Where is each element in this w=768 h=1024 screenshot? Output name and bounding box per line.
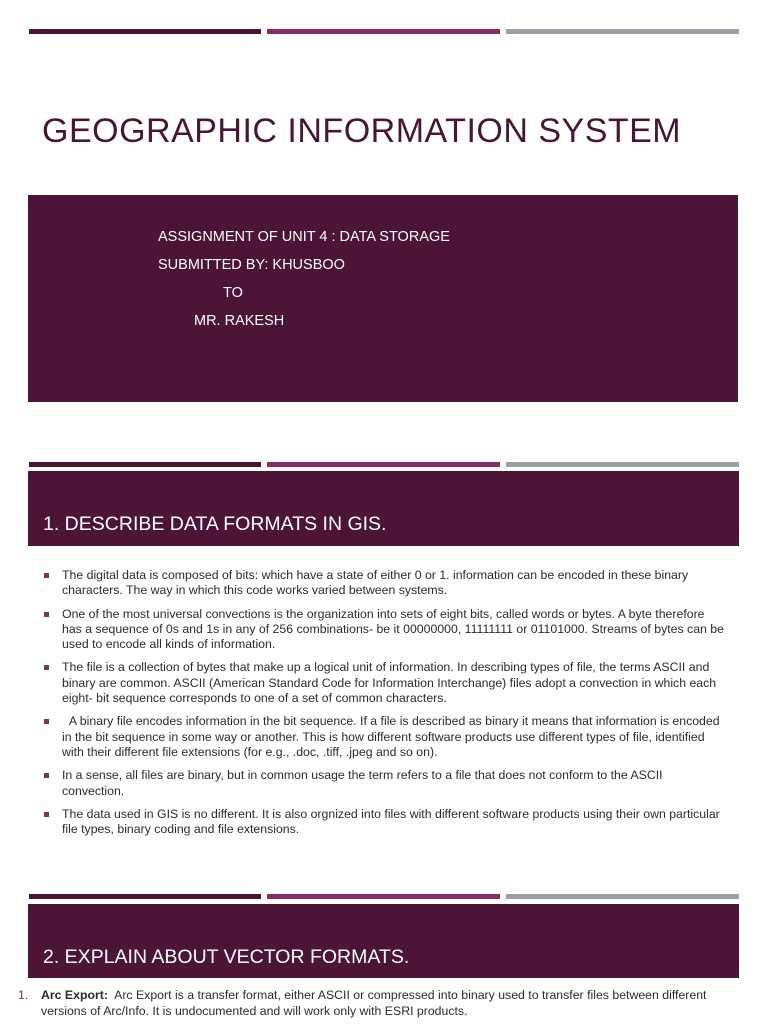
accent-bar-plum — [29, 29, 261, 34]
square-bullet-icon — [44, 773, 49, 778]
accent-bar-magenta — [267, 894, 500, 899]
square-bullet-icon — [44, 719, 49, 724]
list-item — [44, 660, 724, 706]
accent-bar-magenta — [267, 462, 500, 467]
list-item — [44, 807, 724, 838]
square-bullet-icon — [44, 573, 49, 578]
subtitle-line-recipient: MR. RAKESH — [194, 313, 285, 329]
accent-bar-magenta — [267, 29, 500, 34]
square-bullet-icon — [44, 665, 49, 670]
item-term: Arc Export: — [41, 988, 108, 1002]
bullet-text: The digital data is composed of bits: which have a state of either 0 or 1. information can be encoded in these binary characters. The way in which this code works varied between systems. — [62, 568, 689, 598]
item-text: Arc Export is a transfer format, either ASCII or compressed into binary used to transfer files between different versions of Arc/Info. It is undocumented and will work only with ESRI products. — [41, 988, 710, 1018]
slide-title: GEOGRAPHIC INFORMATION SYSTEM — [42, 112, 682, 150]
list-item — [44, 607, 724, 653]
accent-bar-gray — [506, 462, 739, 467]
bullet-text: The data used in GIS is no different. It is also orgnized into files with different software products using their own particular file types, binary coding and file extensions. — [62, 806, 720, 837]
bullet-text: The file is a collection of bytes that make up a logical unit of information. In describing types of file, the terms ASCII and binary are common. ASCII (American Standard Code for Information Interchange) files adopt a convection in which each eight- bit sequence corresponds to one of a set of common characters. — [62, 660, 717, 706]
accent-bar-plum — [29, 894, 261, 899]
accent-bar-gray — [506, 894, 739, 899]
bullet-text: A binary file encodes information in the bit sequence. If a file is described as binary it means that information is encoded in the bit sequence in some way or another. This is how different software products use different types of file, identified with their different file extensions (for e.g., .doc, .tiff, .jpeg and so on). — [62, 714, 723, 759]
square-bullet-icon — [44, 812, 49, 817]
accent-bars — [29, 894, 739, 899]
section-header — [28, 904, 739, 978]
numbered-list-item — [18, 988, 738, 1019]
accent-bars — [29, 29, 739, 34]
square-bullet-icon — [44, 612, 49, 617]
bullet-list — [44, 568, 724, 845]
section-title: 2. EXPLAIN ABOUT VECTOR FORMATS. — [43, 946, 410, 968]
bullet-text: In a sense, all files are binary, but in common usage the term refers to a file that does not conform to the ASCII convection. — [62, 768, 663, 798]
subtitle-panel — [28, 195, 738, 402]
list-item — [44, 714, 724, 760]
accent-bars — [29, 462, 739, 467]
list-item — [44, 768, 724, 799]
subtitle-line-to: TO — [223, 285, 243, 301]
subtitle-line-assignment: ASSIGNMENT OF UNIT 4 : DATA STORAGE — [158, 229, 450, 245]
accent-bar-plum — [29, 462, 261, 467]
section-header — [28, 471, 739, 546]
accent-bar-gray — [506, 29, 739, 34]
section-title: 1. DESCRIBE DATA FORMATS IN GIS. — [43, 513, 387, 535]
list-item — [44, 568, 724, 599]
list-number: 1. — [18, 988, 29, 1002]
bullet-text: One of the most universal convections is the organization into sets of eight bits, called words or bytes. A byte therefore has a sequence of 0s and 1s in any of 256 combinations- be it 00000000, 11111111 or 01101000. Streams of bytes can be used to encode all kinds of information. — [62, 606, 724, 652]
subtitle-line-submitted-by: SUBMITTED BY: KHUSBOO — [158, 257, 345, 273]
